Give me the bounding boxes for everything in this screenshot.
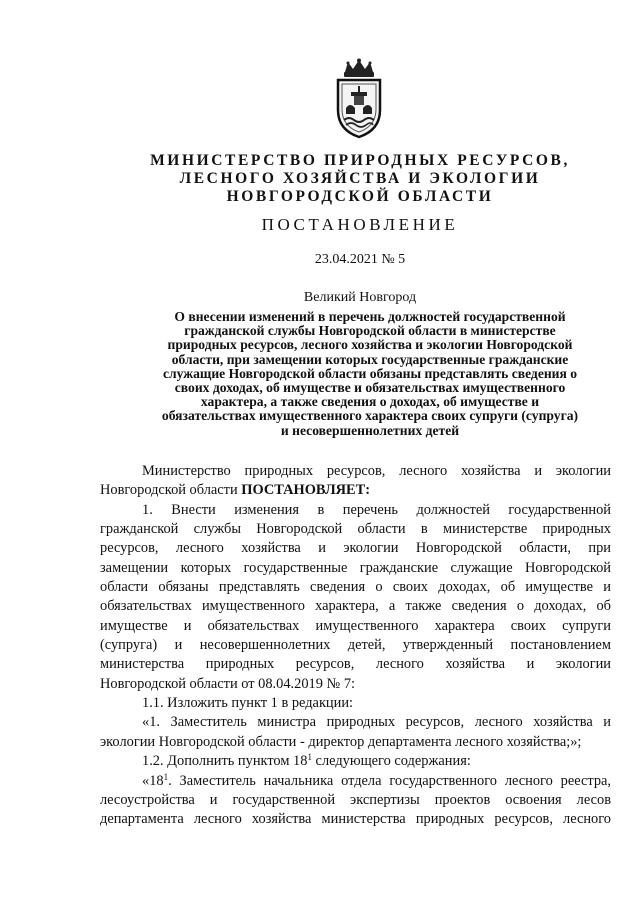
superscript: 1 xyxy=(307,752,312,763)
body-line: обязательствах имущественного характера, а также сведения о доходах, об xyxy=(100,598,611,615)
coat-of-arms-emblem xyxy=(328,58,390,140)
subject-line: обязательствах имущественного характера своих супруги (супруга) xyxy=(161,408,579,424)
body-text-fragment: следующего содержания: xyxy=(311,753,471,770)
document-type: ПОСТАНОВЛЕНИЕ xyxy=(261,215,459,234)
body-line: замещении которых государственные гражданские служащие Новгородской xyxy=(100,559,611,576)
subject-line: своих доходах, об имуществе и обязательствах имущественного xyxy=(174,380,566,396)
body-line xyxy=(100,752,611,771)
ministry-line-2: ЛЕСНОГО ХОЗЯЙСТВА И ЭКОЛОГИИ xyxy=(179,170,541,187)
body-text-fragment: Новгородской области xyxy=(100,482,238,499)
body-line: министерства природных ресурсов, лесного хозяйства и экологии xyxy=(100,656,611,673)
body-line: ресурсов, лесного хозяйства и экологии Новгородской области, при xyxy=(100,540,611,557)
body-line: «1. Заместитель министра природных ресурсов, лесного хозяйства и xyxy=(142,714,611,731)
subject-line: области, при замещении которых государственные гражданские xyxy=(171,351,569,367)
subject-line: гражданской службы Новгородской области в министерстве xyxy=(184,323,556,339)
body-line xyxy=(100,481,611,500)
body-line: 1. Внести изменения в перечень должностей государственной xyxy=(142,501,611,518)
ministry-name xyxy=(100,152,620,206)
body-line: экологии Новгородской области - директор департамента лесного хозяйства;»; xyxy=(100,733,582,750)
ministry-line-3: НОВГОРОДСКОЙ ОБЛАСТИ xyxy=(226,188,494,205)
document-date-number: 23.04.2021 № 5 xyxy=(314,252,406,267)
subject-line: О внесении изменений в перечень должностей государственной xyxy=(174,309,566,324)
body-line: (супруга) и несовершеннолетних детей, утвержденный постановлением xyxy=(100,637,611,654)
resolution-keyword: ПОСТАНОВЛЯЕТ: xyxy=(241,482,371,499)
body-line: департамента лесного хозяйства министерства природных ресурсов, лесного xyxy=(100,811,611,828)
body-line xyxy=(100,772,611,791)
body-line: 1.1. Изложить пункт 1 в редакции: xyxy=(142,695,354,712)
body-line: Министерство природных ресурсов, лесного хозяйства и экологии xyxy=(142,463,611,479)
body-line: лесоустройства и государственной экспертизы проектов освоения лесов xyxy=(100,791,611,808)
body-line: имуществе и обязательствах имущественного характера своих супруги xyxy=(100,617,611,634)
document-body xyxy=(100,462,611,830)
body-line: области обязаны представлять сведения о своих доходах, об имуществе и xyxy=(100,579,611,596)
subject-line: служащие Новгородской области обязаны представлять сведения о xyxy=(162,365,578,381)
body-text-fragment: . Заместитель начальника отдела государственного лесного реестра, xyxy=(168,772,611,789)
body-line: Новгородской области от 08.04.2019 № 7: xyxy=(100,675,356,692)
document-city: Великий Новгород xyxy=(303,290,417,305)
body-line: гражданской службы Новгородской области в министерстве природных xyxy=(100,521,611,538)
superscript: 1 xyxy=(163,771,169,782)
subject-line: и несовершеннолетних детей xyxy=(280,422,460,438)
subject-line: характера, а также сведения о доходах, об имуществе и xyxy=(200,394,540,410)
document-subject xyxy=(132,310,608,438)
body-text-fragment: 1.2. Дополнить пунктом 18 xyxy=(142,753,308,770)
subject-line: природных ресурсов, лесного хозяйства и экологии Новгородской xyxy=(167,337,573,353)
body-text-fragment: «18 xyxy=(142,772,164,789)
ministry-line-1: МИНИСТЕРСТВО ПРИРОДНЫХ РЕСУРСОВ, xyxy=(150,152,570,169)
